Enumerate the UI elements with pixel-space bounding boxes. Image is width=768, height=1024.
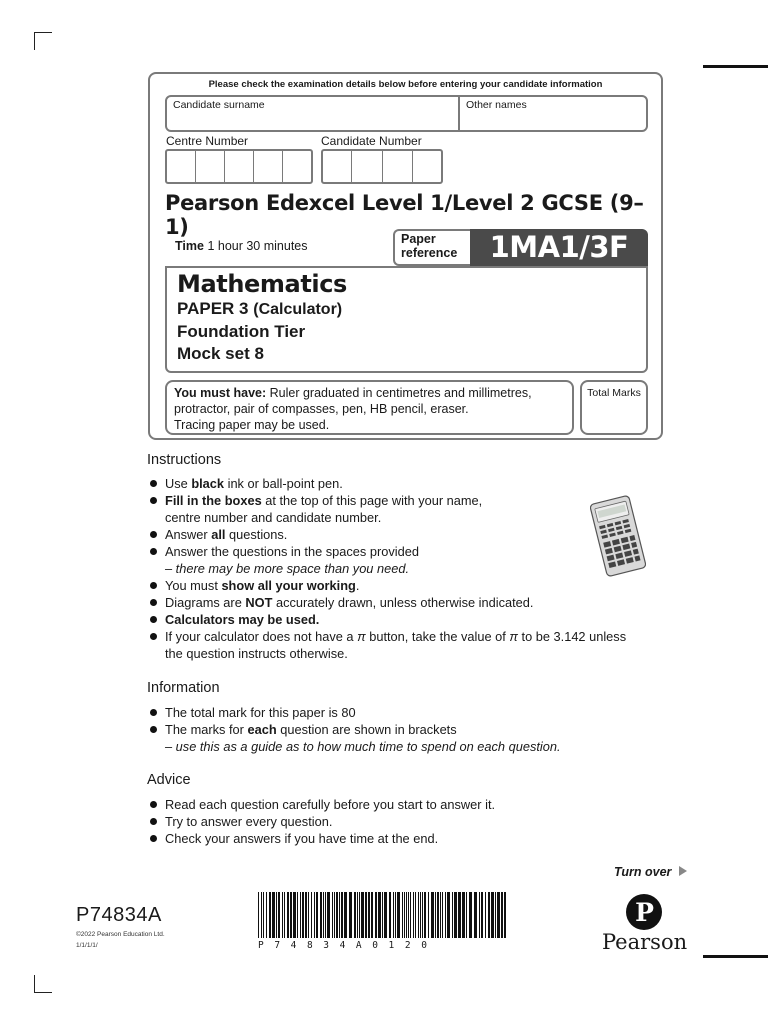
barcode-bar xyxy=(341,892,343,938)
barcode-bar xyxy=(458,892,461,938)
list-item: Read each question carefully before you start to answer it. xyxy=(148,796,648,813)
total-marks-box[interactable] xyxy=(580,380,648,435)
barcode-bar xyxy=(266,892,267,938)
barcode-bar xyxy=(404,892,405,938)
barcode-bar xyxy=(272,892,275,938)
barcode-bar xyxy=(413,892,414,938)
pearson-logo-icon xyxy=(625,893,663,931)
paper-code: P74834A xyxy=(76,904,162,926)
information-heading: Information xyxy=(147,680,220,696)
barcode-bar xyxy=(501,892,503,938)
barcode-bar xyxy=(491,892,494,938)
turn-over-text: Turn over xyxy=(614,865,672,879)
centre-digit-box[interactable] xyxy=(283,151,312,184)
barcode-bar xyxy=(474,892,477,938)
crop-mark-top-left-vertical xyxy=(34,32,35,50)
centre-number-boxes[interactable] xyxy=(165,149,313,184)
paper-reference-code: 1MA1/3F xyxy=(470,229,648,266)
barcode-bar xyxy=(424,892,426,938)
barcode-bar xyxy=(276,892,277,938)
paper-reference-label-line2: reference xyxy=(401,246,458,260)
barcode-bar xyxy=(368,892,370,938)
list-item: Answer all questions. xyxy=(148,526,648,543)
candidate-surname-label: Candidate surname xyxy=(173,99,265,111)
paper-tier: Foundation Tier xyxy=(177,322,306,341)
candidate-digit-box[interactable] xyxy=(323,151,352,184)
candidate-number-label: Candidate Number xyxy=(321,134,422,148)
barcode-bar xyxy=(302,892,304,938)
barcode-bar xyxy=(371,892,373,938)
barcode-bar xyxy=(452,892,453,938)
mock-set: Mock set 8 xyxy=(177,344,264,363)
paper-reference-label-line1: Paper xyxy=(401,232,436,246)
crop-mark-bottom-left-horizontal xyxy=(34,992,52,993)
list-item-continuation: centre number and candidate number. xyxy=(165,510,382,525)
barcode-bar xyxy=(437,892,439,938)
barcode-bar xyxy=(410,892,411,938)
barcode-bar xyxy=(261,892,262,938)
barcode-bar xyxy=(357,892,358,938)
centre-digit-box[interactable] xyxy=(196,151,225,184)
barcode-bar xyxy=(316,892,318,938)
barcode-bar xyxy=(418,892,419,938)
barcode-bar xyxy=(308,892,309,938)
crop-mark-top-left-horizontal xyxy=(34,32,52,33)
barcode-bar xyxy=(382,892,383,938)
barcode-bar xyxy=(462,892,465,938)
candidate-details-box xyxy=(148,72,663,440)
barcode-bar xyxy=(293,892,296,938)
barcode-bar xyxy=(269,892,271,938)
list-item: You must show all your working. xyxy=(148,577,648,594)
exam-time xyxy=(175,239,308,253)
turn-over-label[interactable] xyxy=(614,865,687,879)
other-names-label: Other names xyxy=(466,99,527,111)
copyright-text: ©2022 Pearson Education Ltd. xyxy=(76,931,165,938)
list-item: If your calculator does not have a π button, take the value of π to be 3.142 unless xyxy=(148,628,648,645)
barcode-bar xyxy=(485,892,486,938)
paper-reference-label xyxy=(393,229,470,266)
instructions-heading: Instructions xyxy=(147,452,222,468)
other-names-field[interactable] xyxy=(458,95,648,132)
list-item: Check your answers if you have time at the end. xyxy=(148,830,648,847)
edge-bar-bottom-right xyxy=(703,955,768,958)
barcode-bar xyxy=(420,892,421,938)
barcode-bar xyxy=(375,892,377,938)
barcode-bar xyxy=(284,892,285,938)
qualification-title: Pearson Edexcel Level 1/Level 2 GCSE (9–1) xyxy=(165,191,644,239)
paper-main: PAPER 3 xyxy=(177,299,249,318)
crop-mark-bottom-left-vertical xyxy=(34,975,35,993)
candidate-notice: Please check the examination details below before entering your candidate information xyxy=(208,79,603,90)
barcode-bar xyxy=(440,892,441,938)
time-label: Time xyxy=(175,239,204,253)
barcode-bar xyxy=(378,892,381,938)
barcode-bar xyxy=(287,892,289,938)
barcode-bar xyxy=(415,892,416,938)
barcode-bar xyxy=(402,892,403,938)
barcode-bar xyxy=(397,892,400,938)
centre-digit-box[interactable] xyxy=(225,151,254,184)
barcode-bar xyxy=(339,892,340,938)
barcode-bar xyxy=(495,892,496,938)
paper-title-box xyxy=(165,266,648,373)
barcode-bar xyxy=(349,892,352,938)
barcode-bar xyxy=(466,892,467,938)
candidate-digit-box[interactable] xyxy=(413,151,443,184)
barcode-bar xyxy=(320,892,322,938)
barcode-bar xyxy=(314,892,315,938)
centre-number-label: Centre Number xyxy=(166,134,249,148)
barcode-bar xyxy=(395,892,396,938)
barcode-bar xyxy=(422,892,423,938)
candidate-digit-box[interactable] xyxy=(353,151,383,184)
paper-number xyxy=(177,298,636,321)
barcode-bar xyxy=(361,892,364,938)
barcode-bar xyxy=(384,892,387,938)
barcode-bar xyxy=(428,892,429,938)
barcode-bar xyxy=(300,892,301,938)
must-have-label: You must have: xyxy=(174,386,267,400)
print-code: 1/1/1/1/ xyxy=(76,942,98,949)
barcode-bar xyxy=(442,892,443,938)
list-item-continuation: the question instructs otherwise. xyxy=(165,646,348,661)
list-item: Diagrams are NOT accurately drawn, unless otherwise indicated. xyxy=(148,594,648,611)
barcode-bar xyxy=(359,892,360,938)
list-item: The total mark for this paper is 80 xyxy=(148,704,648,721)
list-item-continuation: – there may be more space than you need. xyxy=(165,561,410,576)
must-have-box xyxy=(165,380,574,435)
barcode-bar xyxy=(323,892,324,938)
must-have-text-1: Ruler graduated in centimetres and millimetres, xyxy=(269,386,532,400)
candidate-surname-field[interactable] xyxy=(165,95,460,132)
time-value: 1 hour 30 minutes xyxy=(207,239,308,253)
list-item: Fill in the boxes at the top of this page with your name, xyxy=(148,492,648,509)
centre-digit-box[interactable] xyxy=(254,151,283,184)
barcode-bar xyxy=(365,892,367,938)
list-item: Calculators may be used. xyxy=(148,611,648,628)
pearson-logo-letter: P xyxy=(635,898,654,927)
barcode-bar xyxy=(305,892,307,938)
barcode-bar xyxy=(344,892,347,938)
barcode-bar xyxy=(445,892,446,938)
barcode-bar xyxy=(332,892,333,938)
barcode-bar xyxy=(278,892,280,938)
barcode-digits: P74834A0120 xyxy=(258,940,438,951)
paper-calculator-note: (Calculator) xyxy=(253,301,343,318)
barcode-bar xyxy=(354,892,356,938)
triangle-right-icon xyxy=(679,866,687,876)
barcode-bar xyxy=(497,892,500,938)
candidate-digit-box[interactable] xyxy=(383,151,413,184)
barcode-bar xyxy=(258,892,259,938)
must-have-text-2: protractor, pair of compasses, pen, HB pencil, eraser. xyxy=(174,402,469,416)
barcode-bar xyxy=(297,892,298,938)
barcode-bar xyxy=(469,892,472,938)
must-have-text-3: Tracing paper may be used. xyxy=(174,418,330,432)
list-item-continuation: – use this as a guide as to how much time to spend on each question. xyxy=(165,739,561,754)
edge-bar-top-right xyxy=(703,65,768,68)
list-item: Answer the questions in the spaces provided xyxy=(148,543,648,560)
total-marks-label: Total Marks xyxy=(587,387,641,399)
barcode-bar xyxy=(408,892,409,938)
information-list xyxy=(148,704,648,755)
barcode-bar xyxy=(393,892,394,938)
list-item: The marks for each question are shown in brackets xyxy=(148,721,648,738)
barcode-bar xyxy=(263,892,264,938)
barcode-bar xyxy=(488,892,490,938)
publisher-name: Pearson xyxy=(602,930,688,954)
barcode-bar xyxy=(479,892,480,938)
barcode-bar xyxy=(334,892,335,938)
barcode xyxy=(256,892,510,938)
list-item: Try to answer every question. xyxy=(148,813,648,830)
barcode-bar xyxy=(325,892,326,938)
barcode-bar xyxy=(282,892,283,938)
barcode-bar xyxy=(406,892,407,938)
barcode-bar xyxy=(481,892,483,938)
barcode-bar xyxy=(431,892,434,938)
instructions-list xyxy=(148,475,648,662)
barcode-bar xyxy=(504,892,506,938)
advice-heading: Advice xyxy=(147,772,191,788)
list-item: Use black ink or ball-point pen. xyxy=(148,475,648,492)
centre-digit-box[interactable] xyxy=(167,151,196,184)
barcode-bar xyxy=(454,892,457,938)
candidate-number-boxes[interactable] xyxy=(321,149,443,184)
advice-list xyxy=(148,796,648,847)
barcode-bar xyxy=(311,892,312,938)
barcode-bar xyxy=(290,892,292,938)
subject-title: Mathematics xyxy=(177,270,347,298)
barcode-bar xyxy=(447,892,450,938)
barcode-bar xyxy=(389,892,391,938)
barcode-bar xyxy=(336,892,338,938)
barcode-bar xyxy=(327,892,330,938)
barcode-bar xyxy=(435,892,436,938)
